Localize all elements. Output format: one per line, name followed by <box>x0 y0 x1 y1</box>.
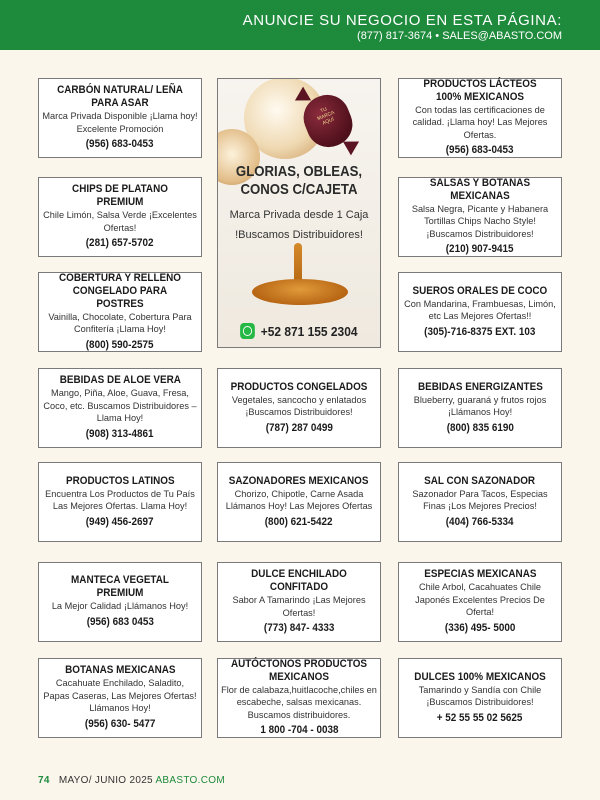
ad-description: Chile Arbol, Cacahuates Chile Japonés Excelentes Precios De Oferta! <box>415 582 545 618</box>
classified-ad-sal <box>398 462 562 542</box>
classified-ad-lacteos <box>398 78 562 158</box>
classified-ad-sueros <box>398 272 562 352</box>
ad-title: SALSAS Y BOTANAS MEXICANAS <box>429 176 531 202</box>
classified-ad-especias <box>398 562 562 642</box>
ad-title: ESPECIAS MEXICANAS <box>423 568 537 581</box>
ad-title: BEBIDAS ENERGIZANTES <box>417 380 543 393</box>
ad-title: COBERTURA Y RELLENO CONGELADO PARA POSTRES <box>59 271 181 310</box>
ad-description: Blueberry, guaraná y frutos rojos ¡Llámanos Hoy! <box>413 394 547 417</box>
ad-title: MANTECA VEGETAL PREMIUM <box>71 574 169 600</box>
ad-phone: (305)-716-8375 EXT. 103 <box>424 325 536 338</box>
site-link[interactable]: ABASTO.COM <box>155 775 225 786</box>
header-contact: (877) 817-3674 • SALES@ABASTO.COM <box>357 30 562 42</box>
ad-description: Con Mandarina, Frambuesas, Limón, etc Las Mejores Ofertas!! <box>404 298 556 321</box>
ad-description: Con todas las certificaciones de calidad. ¡Llama hoy! Las Mejores Ofertas. <box>412 104 548 140</box>
ad-phone: (210) 907-9415 <box>446 243 514 256</box>
ad-title: PRODUCTOS LATINOS <box>65 474 175 487</box>
ad-phone: (956) 683-0453 <box>86 138 154 150</box>
ad-phone: (787) 287 0499 <box>265 421 333 434</box>
ad-description: Sabor A Tamarindo ¡Las Mejores Ofertas! <box>232 595 366 618</box>
ad-phone: (949) 456-2697 <box>86 515 154 528</box>
classified-ad-manteca <box>38 562 202 642</box>
ad-title: SAZONADORES MEXICANOS <box>229 474 369 487</box>
classified-ad-latinos <box>38 462 202 542</box>
page-number: 74 <box>38 775 50 786</box>
ad-description: Tamarindo y Sandía con Chile ¡Buscamos Distribuidores! <box>418 684 542 707</box>
ad-phone: (773) 847- 4333 <box>263 622 335 634</box>
classified-ad-chips <box>38 177 202 257</box>
featured-ad-phone: +52 871 155 2304 <box>260 323 358 339</box>
ad-description: Vainilla, Chocolate, Cobertura Para Confitería ¡Llama Hoy! <box>48 311 192 334</box>
classified-ad-energizantes <box>398 368 562 448</box>
ad-phone: (908) 313-4861 <box>86 427 154 440</box>
classified-ad-sazonadores <box>217 462 381 542</box>
ad-phone: (956) 683 0453 <box>86 615 154 628</box>
featured-ad-title <box>228 163 371 199</box>
ad-description: Chile Limón, Salsa Verde ¡Excelentes Ofertas! <box>43 210 197 233</box>
classified-ad-cobertura <box>38 272 202 352</box>
classified-ad-aloe <box>38 368 202 448</box>
ad-description: Sazonador Para Tacos, Especias Finas ¡Los Mejores Precios! <box>412 488 548 511</box>
ad-phone: 1 800 -704 - 0038 <box>259 724 339 737</box>
ad-phone: (956) 683-0453 <box>446 144 514 157</box>
classified-ad-dulces <box>398 658 562 738</box>
whatsapp-icon <box>240 323 255 339</box>
classified-ad-congelados <box>217 368 381 448</box>
ad-title: AUTÓCTONOS PRODUCTOS MEXICANOS <box>230 657 368 683</box>
ad-description: Salsa Negra, Picante y Habanera Tortillas Chips Nacho Style! ¡Buscamos Distribuidores! <box>411 203 549 239</box>
ad-phone: (800) 835 6190 <box>446 421 514 434</box>
candy-label: TU MARCA AQUÍ <box>316 106 336 127</box>
header-banner <box>0 0 600 50</box>
classified-ad-salsas <box>398 177 562 257</box>
ad-title: BOTANAS MEXICANAS <box>64 664 176 677</box>
ad-description: Marca Privada Disponible ¡Llama hoy! Excelente Promoción <box>42 111 198 134</box>
ad-description: Flor de calabaza,huitlacoche,chiles en escabeche, salsas mexicanas. Buscamos distribuidores. <box>221 684 377 720</box>
classified-ad-dulce-enchilado <box>217 562 381 642</box>
ad-description: Mango, Piña, Aloe, Guava, Fresa, Coco, etc. Buscamos Distribuidores – Llama Hoy! <box>43 388 197 424</box>
cajeta-puddle-illustration <box>252 279 348 305</box>
ad-title: CARBÓN NATURAL/ LEÑA PARA ASAR <box>57 84 183 109</box>
featured-ad-tagline: !Buscamos Distribuidores! <box>235 229 363 241</box>
ad-title: BEBIDAS DE ALOE VERA <box>59 374 181 387</box>
ad-description: Chorizo, Chipotle, Carne Asada Llámanos Hoy! Las Mejores Ofertas <box>225 488 373 511</box>
ad-phone: (800) 590-2575 <box>86 338 154 351</box>
featured-ad-subtitle: Marca Privada desde 1 Caja <box>229 209 369 221</box>
ad-description: Vegetales, sancocho y enlatados ¡Buscamos Distribuidores! <box>231 394 367 417</box>
header-title: ANUNCIE SU NEGOCIO EN ESTA PÁGINA: <box>242 12 562 29</box>
featured-ad-glorias <box>217 78 381 348</box>
featured-ad-title-line1: GLORIAS, OBLEAS, <box>235 163 363 180</box>
ad-title: SAL CON SAZONADOR <box>424 474 536 487</box>
issue-date: MAYO/ JUNIO 2025 <box>58 775 153 786</box>
ad-description: Encuentra Los Productos de Tu País Las Mejores Ofertas. Llama Hoy! <box>45 488 195 511</box>
ad-phone: + 52 55 55 02 5625 <box>437 711 523 724</box>
ad-title: SUEROS ORALES DE COCO <box>412 284 548 297</box>
ad-description: La Mejor Calidad ¡Llámanos Hoy! <box>51 601 189 612</box>
ad-phone: (281) 657-5702 <box>86 237 154 249</box>
ad-description: Cacahuate Enchilado, Saladito, Papas Caseras, Las Mejores Ofertas! Llámanos Hoy! <box>43 678 197 714</box>
ad-title: PRODUCTOS CONGELADOS <box>230 380 368 393</box>
classified-ad-botanas <box>38 658 202 738</box>
ad-phone: (404) 766-5334 <box>446 515 514 528</box>
ad-title: CHIPS DE PLATANO PREMIUM <box>72 183 168 208</box>
ad-title: PRODUCTOS LÁCTEOS 100% MEXICANOS <box>423 77 537 103</box>
page-footer <box>38 775 225 786</box>
classified-ad-autoctonos <box>217 658 381 738</box>
ad-phone: (956) 630- 5477 <box>84 717 156 730</box>
featured-ad-title-line2: CONOS C/CAJETA <box>240 181 358 198</box>
ad-phone: (336) 495- 5000 <box>444 621 516 634</box>
ad-title: DULCE ENCHILADO CONFITADO <box>251 568 347 593</box>
classified-ad-carbon <box>38 78 202 158</box>
ad-title: DULCES 100% MEXICANOS <box>414 670 546 683</box>
featured-ad-phone-row <box>224 323 373 339</box>
ad-phone: (800) 621-5422 <box>265 515 333 528</box>
